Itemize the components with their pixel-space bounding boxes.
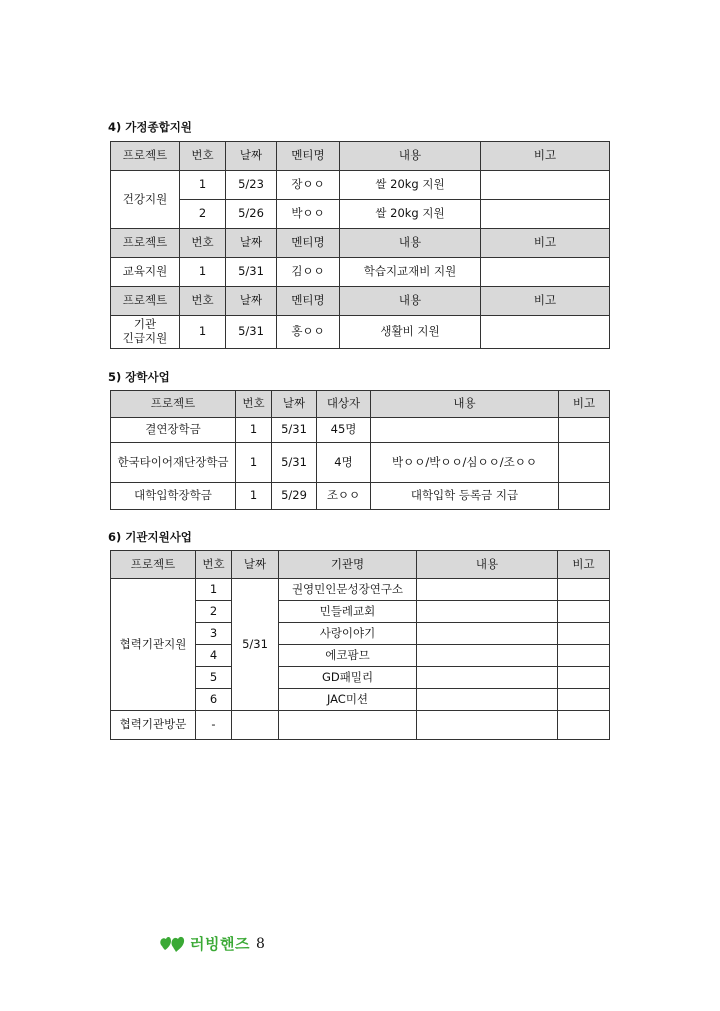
table-row bbox=[111, 579, 610, 601]
table-row bbox=[111, 483, 610, 510]
header-content: 내용 bbox=[340, 229, 481, 258]
header-date: 날짜 bbox=[226, 287, 277, 316]
agency-support-table bbox=[110, 550, 610, 740]
scholarship-table bbox=[110, 390, 610, 510]
header-date: 날짜 bbox=[226, 229, 277, 258]
project-cell: 한국타이어재단장학금 bbox=[111, 443, 236, 483]
note-cell bbox=[558, 579, 610, 601]
content-cell: 생활비 지원 bbox=[340, 316, 481, 349]
page-footer bbox=[158, 933, 265, 954]
project-cell bbox=[111, 316, 180, 349]
note-cell bbox=[481, 258, 610, 287]
content-cell bbox=[417, 689, 558, 711]
date-cell bbox=[232, 711, 279, 740]
header-content: 내용 bbox=[340, 142, 481, 171]
number-cell: 1 bbox=[236, 443, 272, 483]
header-project: 프로젝트 bbox=[111, 551, 196, 579]
table-row bbox=[111, 200, 610, 229]
table-header-row bbox=[111, 287, 610, 316]
target-cell: 4명 bbox=[317, 443, 371, 483]
date-cell: 5/26 bbox=[226, 200, 277, 229]
header-number: 번호 bbox=[196, 551, 232, 579]
note-cell bbox=[481, 171, 610, 200]
note-cell bbox=[558, 711, 610, 740]
number-cell: 1 bbox=[236, 483, 272, 510]
note-cell bbox=[558, 623, 610, 645]
family-support-table bbox=[110, 141, 610, 349]
hands-logo-icon bbox=[158, 934, 186, 954]
agency-cell bbox=[279, 711, 417, 740]
note-cell bbox=[559, 418, 610, 443]
note-cell bbox=[558, 601, 610, 623]
number-cell: 1 bbox=[180, 258, 226, 287]
agency-cell: 사랑이야기 bbox=[279, 623, 417, 645]
number-cell: 4 bbox=[196, 645, 232, 667]
project-cell: 교육지원 bbox=[111, 258, 180, 287]
content-cell: 학습지교재비 지원 bbox=[340, 258, 481, 287]
project-cell: 협력기관방문 bbox=[111, 711, 196, 740]
header-number: 번호 bbox=[180, 287, 226, 316]
mentee-cell: 홍ㅇㅇ bbox=[277, 316, 340, 349]
content-cell: 쌀 20kg 지원 bbox=[340, 200, 481, 229]
number-cell: 5 bbox=[196, 667, 232, 689]
table-row bbox=[111, 418, 610, 443]
header-number: 번호 bbox=[180, 142, 226, 171]
note-cell bbox=[481, 316, 610, 349]
target-cell: 45명 bbox=[317, 418, 371, 443]
header-number: 번호 bbox=[236, 391, 272, 418]
agency-cell: GD패밀리 bbox=[279, 667, 417, 689]
header-mentee: 멘티명 bbox=[277, 229, 340, 258]
date-cell: 5/31 bbox=[272, 443, 317, 483]
content-cell: 쌀 20kg 지원 bbox=[340, 171, 481, 200]
number-cell: 1 bbox=[236, 418, 272, 443]
content-cell bbox=[417, 579, 558, 601]
header-project: 프로젝트 bbox=[111, 391, 236, 418]
header-date: 날짜 bbox=[232, 551, 279, 579]
page-number: 8 bbox=[255, 935, 265, 952]
section-title-scholarship: 5) 장학사업 bbox=[108, 370, 170, 384]
header-note: 비고 bbox=[481, 142, 610, 171]
number-cell: 1 bbox=[180, 316, 226, 349]
header-date: 날짜 bbox=[272, 391, 317, 418]
header-content: 내용 bbox=[417, 551, 558, 579]
note-cell bbox=[558, 645, 610, 667]
header-project: 프로젝트 bbox=[111, 287, 180, 316]
number-cell: - bbox=[196, 711, 232, 740]
header-project: 프로젝트 bbox=[111, 142, 180, 171]
project-line-1: 기관 bbox=[133, 317, 157, 332]
table-row bbox=[111, 443, 610, 483]
agency-cell: 에코팜므 bbox=[279, 645, 417, 667]
project-cell: 결연장학금 bbox=[111, 418, 236, 443]
table-row bbox=[111, 171, 610, 200]
content-cell bbox=[417, 711, 558, 740]
number-cell: 1 bbox=[196, 579, 232, 601]
header-content: 내용 bbox=[340, 287, 481, 316]
header-note: 비고 bbox=[481, 229, 610, 258]
project-cell: 대학입학장학금 bbox=[111, 483, 236, 510]
table-header-row bbox=[111, 142, 610, 171]
header-note: 비고 bbox=[559, 391, 610, 418]
date-cell: 5/31 bbox=[226, 258, 277, 287]
note-cell bbox=[481, 200, 610, 229]
target-cell: 조ㅇㅇ bbox=[317, 483, 371, 510]
section-title-family-support: 4) 가정종합지원 bbox=[108, 120, 192, 134]
table-header-row bbox=[111, 229, 610, 258]
table-row bbox=[111, 711, 610, 740]
mentee-cell: 박ㅇㅇ bbox=[277, 200, 340, 229]
content-cell: 대학입학 등록금 지급 bbox=[371, 483, 559, 510]
date-cell: 5/23 bbox=[226, 171, 277, 200]
header-mentee: 멘티명 bbox=[277, 287, 340, 316]
header-content: 내용 bbox=[371, 391, 559, 418]
project-cell: 협력기관지원 bbox=[111, 579, 196, 711]
note-cell bbox=[558, 667, 610, 689]
number-cell: 3 bbox=[196, 623, 232, 645]
agency-cell: 권영민인문성장연구소 bbox=[279, 579, 417, 601]
agency-cell: 민들레교회 bbox=[279, 601, 417, 623]
header-target: 대상자 bbox=[317, 391, 371, 418]
header-number: 번호 bbox=[180, 229, 226, 258]
table-header-row bbox=[111, 551, 610, 579]
date-cell: 5/29 bbox=[272, 483, 317, 510]
content-cell bbox=[417, 623, 558, 645]
content-cell bbox=[417, 601, 558, 623]
table-header-row bbox=[111, 391, 610, 418]
content-cell bbox=[417, 645, 558, 667]
number-cell: 2 bbox=[196, 601, 232, 623]
header-mentee: 멘티명 bbox=[277, 142, 340, 171]
note-cell bbox=[558, 689, 610, 711]
header-date: 날짜 bbox=[226, 142, 277, 171]
project-cell: 건강지원 bbox=[111, 171, 180, 229]
mentee-cell: 장ㅇㅇ bbox=[277, 171, 340, 200]
number-cell: 6 bbox=[196, 689, 232, 711]
header-agency: 기관명 bbox=[279, 551, 417, 579]
header-project: 프로젝트 bbox=[111, 229, 180, 258]
content-cell: 박ㅇㅇ/박ㅇㅇ/심ㅇㅇ/조ㅇㅇ bbox=[371, 443, 559, 483]
table-row bbox=[111, 316, 610, 349]
date-cell: 5/31 bbox=[272, 418, 317, 443]
number-cell: 1 bbox=[180, 171, 226, 200]
content-cell bbox=[417, 667, 558, 689]
project-line-2: 긴급지원 bbox=[122, 331, 168, 345]
table-row bbox=[111, 258, 610, 287]
number-cell: 2 bbox=[180, 200, 226, 229]
note-cell bbox=[559, 443, 610, 483]
date-cell: 5/31 bbox=[232, 579, 279, 711]
content-cell bbox=[371, 418, 559, 443]
header-note: 비고 bbox=[481, 287, 610, 316]
header-note: 비고 bbox=[558, 551, 610, 579]
mentee-cell: 김ㅇㅇ bbox=[277, 258, 340, 287]
section-title-agency-support: 6) 기관지원사업 bbox=[108, 530, 192, 544]
brand-name: 러빙핸즈 bbox=[190, 935, 250, 953]
agency-cell: JAC미션 bbox=[279, 689, 417, 711]
date-cell: 5/31 bbox=[226, 316, 277, 349]
note-cell bbox=[559, 483, 610, 510]
